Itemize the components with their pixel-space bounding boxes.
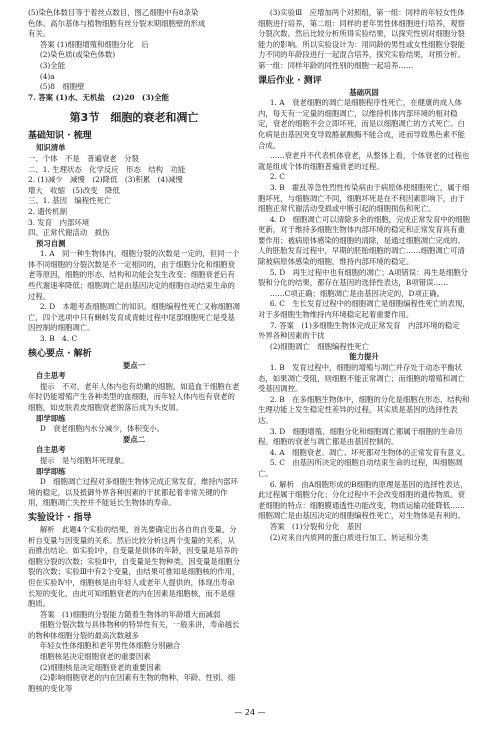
text-line: 2. 遗传机制 bbox=[28, 206, 67, 216]
heading-think-1: 自主思考 bbox=[36, 371, 66, 381]
text-line: 二、1. 生理状态 化学反应 形态 结构 功能 bbox=[28, 164, 186, 174]
paragraph: 1. A 衰老细胞的凋亡是细胞程序性死亡，在健康的成人体内，每天有一定量的细胞凋亡，以维持机体内部环境的相对稳定，衰老的细胞不会立即坏死，而是以细胞凋亡的方式死亡。白化病是由基因突变导致酪氨酸酶不能合成，进而导致黑色素不能合成。 bbox=[258, 98, 465, 150]
section-title: 第3节 细胞的衰老和凋亡 bbox=[69, 111, 199, 125]
paragraph: 6. 解析 由A细胞形成的B细胞的原理是基因的选择性表达，此过程属于细胞分化；分化过程中不会改变细胞的遗传物质。衰老细胞的特点：细胞膜通透性功能改变，物质运输功能降低……细胞凋亡是由基因决定的细胞编程性死亡，对生物体是有利的。 bbox=[258, 479, 468, 521]
right-column bbox=[258, 8, 470, 543]
text-line: (2)细胞核是决定细胞衰老的重要因素 bbox=[39, 662, 162, 672]
paragraph: 1. A 同一种生物体内，细胞分裂的次数是一定的，但同一个体不同细胞的分裂次数是不一定相同的，由于细胞分化和细胞衰老等原因，细胞的形态、结构和功能会发生改变；细胞衰老后有些代谢速率降低；细胞凋亡是由基因决定的细胞自动结束生命的过程。 bbox=[28, 249, 240, 301]
heading-apply-1: 即学即练 bbox=[36, 413, 66, 423]
text-line: 色体。高尔基体与植物细胞有丝分裂末期细胞壁的形成 bbox=[28, 18, 206, 28]
paragraph: 提示 不对。老年人体内也有幼嫩的细胞，如造血干细胞在老年时仍能增殖产生各种类型的血细胞，而年轻人体内也有衰老的细胞，如皮肤表皮细胞衰老脱落后成为头皮屑。 bbox=[28, 381, 240, 412]
text-line: 年轻女性体细胞和老年男性体细胞分别融合 bbox=[39, 641, 181, 651]
paragraph: (2)细胞凋亡 细胞编程性死亡 bbox=[269, 341, 369, 351]
heading-think-2: 自主思考 bbox=[36, 445, 66, 455]
paragraph: 5. D 再生过程中也有细胞的凋亡；A项错误：再生是细胞分裂和分化的结果，都存在基因的选择性表达，B项错误…… bbox=[258, 267, 468, 288]
left-column bbox=[28, 8, 240, 694]
text-line: 四、正常代谢活动 损伤 bbox=[28, 228, 110, 238]
paragraph: (3)实验Ⅲ 应增加两个对照组，第一组：同样的年轻女性体细胞进行培养，第二组：同样的老年男性体细胞进行培养，观察分裂次数。然后比较分析所得实验结果，以探究性别对细胞分裂能力的影响。所以实验设计为：用同龄的男性或女性细胞分裂能力不同的年龄段进行一起混合培养，探究实验结果，对照分析。第一组：同样年龄的同性别的细胞一起培养…… bbox=[258, 8, 465, 70]
paragraph: 5. C 由基因所决定的细胞自动结束生命的过程，叫细胞凋亡。 bbox=[258, 458, 463, 478]
paragraph: (2)对来自内质网的蛋白质进行加工、转运和分类 bbox=[269, 532, 429, 542]
paragraph: 3. B 霍乱等急性烈性传染病由于病原体使细胞死亡，属于细胞坏死，与细胞凋亡不同，细胞坏死是在不利因素影响下，由于细胞正常代谢活动受损或中断引起的细胞损伤和死亡。 bbox=[258, 182, 470, 214]
text-line: 细胞分裂次数与具体物种的特异性有关，一般来讲，寿命越长的物种体细胞分裂的最高次数越多 bbox=[28, 620, 240, 640]
heading-improve: 能力提升 bbox=[349, 352, 379, 362]
paragraph: 1. B 发育过程中，细胞的增殖与凋亡并存处于动态平衡状态，如果凋亡受阻，则细胞不能正常凋亡；而细胞的增殖和凋亡受基因调控。 bbox=[258, 363, 465, 394]
text-line: (2)影响细胞衰老的内在因素有生物的物种、年龄、性别、细胞核的变化等 bbox=[28, 673, 236, 693]
text-line: 3. 发育 内部环境 bbox=[28, 217, 90, 227]
text-line: 一、个体 不是 普遍衰老 分裂 bbox=[28, 153, 139, 163]
paragraph: 2. D 本题考查细胞凋亡的知识。细胞编程性死亡又称细胞凋亡，四个选项中只有蝌蚪发育成青蛙过程中尾部细胞死亡是受基因控制的细胞凋亡。 bbox=[28, 302, 240, 333]
paragraph: 4. A 细胞衰老、凋亡、坏死都对生物体的正常发育有意义。 bbox=[269, 447, 470, 457]
paragraph: 2. B 在多细胞生物体中，细胞的分化是细胞在形态、结构和生理功能上发生稳定性差异的过程，其实质是基因的选择性表达。 bbox=[258, 394, 470, 425]
paragraph: D 衰老细胞内水分减少，体积变小。 bbox=[39, 424, 165, 434]
paragraph: 解析 此题4个实验的结果，首先要确定出各自的自变量，分析自变量与因变量的关系。然后比较分析这两个变量的关系，从而推出结论。如实验Ⅰ中，自变量是供体的年龄，因变量是培养的细胞分裂的次数；实验Ⅱ中，自变量是生物种类，因变量是细胞分裂的次数；实验Ⅲ中有2个变量，由结果可推知是细胞核的作用，但在实验Ⅳ中，细胞核是由年轻人或老年人提供的，体现出寿命长短的变化，由此可知细胞衰老的内在因素是细胞核，而不是细胞质。 bbox=[28, 524, 240, 609]
text-line: 增大 收缩 (5)改变 降低 bbox=[28, 185, 120, 195]
paragraph: 2. C bbox=[269, 172, 285, 182]
paragraph: D 细胞凋亡过程对多细胞生物体完成正常发育，维持内部环境的稳定，以及抵御外界各种因素的干扰都起着非常关键的作用，细胞凋亡失控并不能延长生物体的寿命。 bbox=[28, 477, 238, 508]
text-line: (5)染色体数目等于着丝点数目，图乙细胞中有8条染 bbox=[28, 8, 199, 17]
text-line: 答案 (1)细胞的分裂能力随着生物体的年龄增大而减弱 bbox=[39, 609, 221, 619]
paragraph: 3. D 细胞增殖、细胞分化和细胞凋亡都属于细胞的生命历程。细胞的衰老与凋亡都是由基因控制的。 bbox=[258, 426, 463, 447]
heading-point-1: 要点一 bbox=[122, 360, 146, 370]
text-line: 有关。 bbox=[28, 29, 51, 39]
heading-experiment: 实验设计 · 指导 bbox=[28, 512, 92, 523]
text-line: (4)a bbox=[39, 71, 55, 81]
heading-list: 知识清单 bbox=[36, 143, 66, 153]
paragraph: 7. 答案 (1)多细胞生物体完成正常发育 内部环境的稳定 外界各种因素的干扰 bbox=[258, 320, 468, 341]
heading-homework: 课后作业 · 测评 bbox=[258, 75, 322, 86]
heading-pretest: 预习自测 bbox=[36, 238, 66, 248]
page-number: — 24 — bbox=[234, 708, 266, 717]
text-line: 细胞核是决定细胞衰老的重要因素 bbox=[39, 652, 151, 662]
paragraph: 6. C 生长发育过程中的细胞凋亡是细胞编程性死亡的表现，对于多细胞生物维持内环境稳定起着重要作用。 bbox=[258, 299, 470, 320]
text-line: 2. (1)减少 减慢 (2)降低 (3)积累 (4)减慢 bbox=[28, 175, 183, 185]
paragraph: 3. B 4. C bbox=[39, 334, 78, 344]
paragraph: ……衰老并不代表机体衰老，从整体上看，个体衰老的过程也就是组成个体的细胞普遍衰老的过程。 bbox=[258, 151, 470, 171]
paragraph: 答案 (1)分裂和分化 基因 bbox=[269, 521, 362, 531]
text-line: (5)8 细胞壁 bbox=[39, 82, 85, 92]
heading-basics: 基础知识 · 梳理 bbox=[28, 131, 92, 142]
answer-6 bbox=[28, 40, 240, 104]
paragraph: 4. D 细胞凋亡可以清除多余的细胞，完成正常发育中的细胞更新，对于维持多细胞生物体内部环境的稳定和正常发育具有重要作用；被病原体感染的细胞的清除，是通过细胞凋亡完成的。人的胚胎发育过程中，早期的胚胎细胞的凋亡……细胞凋亡可清除被病原体感染的细胞，维持内部环境的稳定。 bbox=[258, 214, 470, 267]
heading-core: 核心要点 · 解析 bbox=[28, 348, 92, 359]
text-line: (3)全能 bbox=[39, 60, 66, 70]
paragraph: ……C项正确；细胞凋亡是由基因决定的，D项正确。 bbox=[269, 288, 445, 298]
text-line: 7. 答案 (1)水、无机盐 (2)20 (3)全能 bbox=[28, 92, 169, 102]
top-lines bbox=[28, 8, 240, 40]
text-line: 答案 (1)细胞增殖和细胞分化 后 bbox=[39, 39, 149, 49]
text-line: (2)染色质(或染色体数) bbox=[39, 50, 116, 60]
heading-point-2: 要点二 bbox=[122, 434, 146, 444]
paragraph: 提示 是与细胞坏死现象。 bbox=[39, 455, 129, 465]
text-line: 三、1. 基因 编程性死亡 bbox=[28, 196, 112, 206]
heading-basic: 基础巩固 bbox=[349, 87, 379, 97]
heading-apply-2: 即学即练 bbox=[36, 466, 66, 476]
